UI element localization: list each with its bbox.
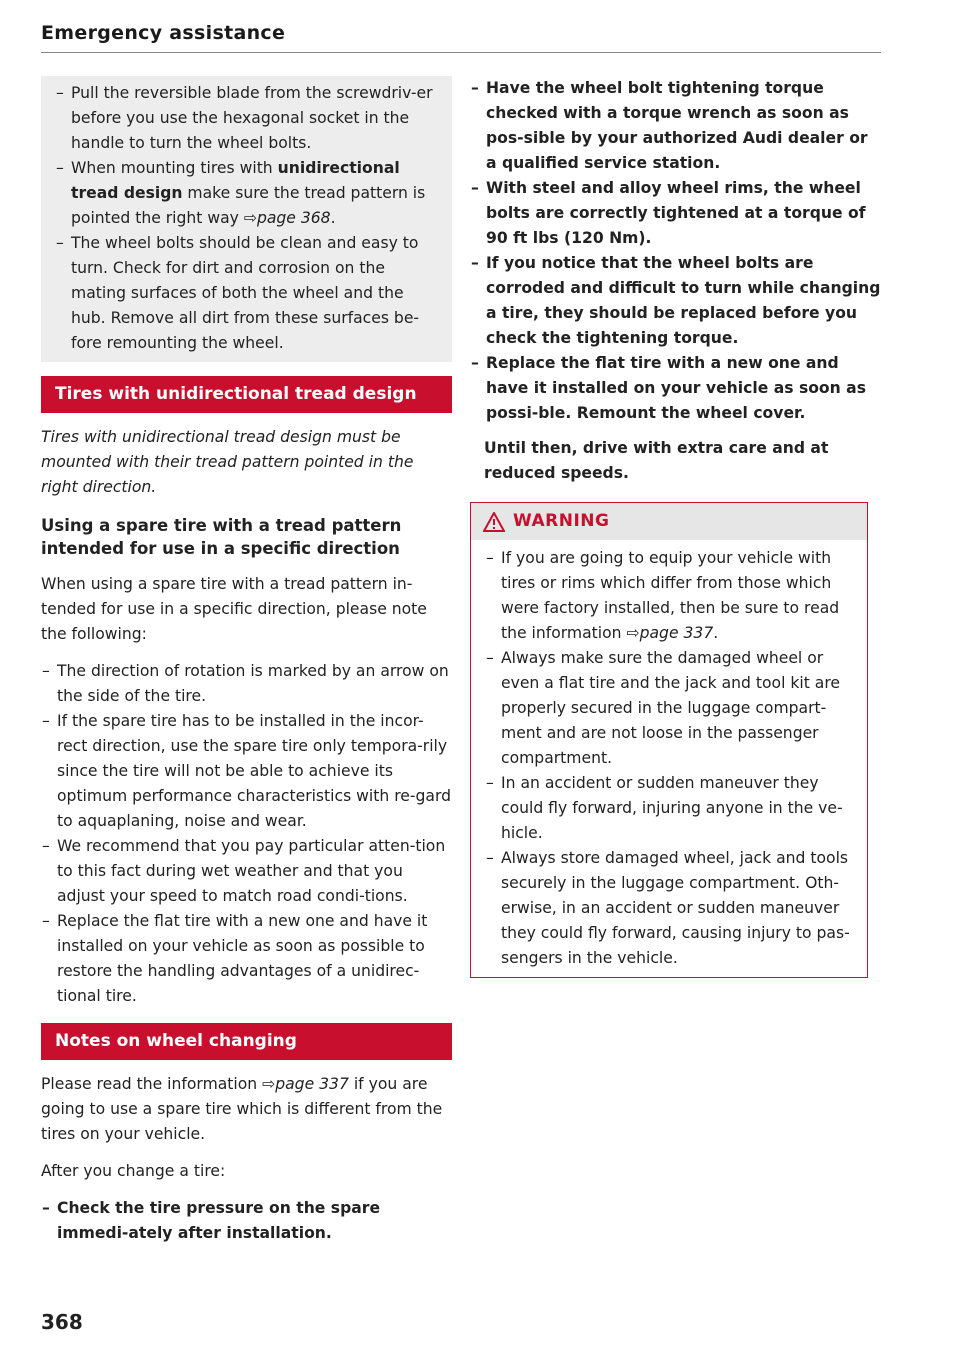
list-item: – If the spare tire has to be installed in the incor-rect direction, use the spare tire only tempora-rily since the tire will not be able to achieve its optimum performance characteristics with re-gard to aquaplaning, noise and wear.: [41, 709, 452, 834]
page-ref-link[interactable]: page 368: [256, 209, 331, 227]
page-ref-link[interactable]: page 337: [275, 1075, 349, 1093]
subheading: Using a spare tire with a tread pattern intended for use in a specific direction: [41, 516, 402, 558]
page-header: [41, 22, 881, 44]
page-ref-arrow-icon: ⇨: [262, 1075, 276, 1093]
check-pressure-list: [41, 1196, 452, 1246]
list-item: – Have the wheel bolt tightening torque checked with a torque wrench as soon as pos-sible by your authorized Audi dealer or a qualified service station.: [470, 76, 881, 176]
warning-box: [470, 502, 868, 978]
page-ref-arrow-icon: ⇨: [243, 209, 257, 227]
note-item-1: – Pull the reversible blade from the screwdriv-er before you use the hexagonal socket in the handle to turn the wheel bolts.: [55, 81, 442, 156]
list-item: – We recommend that you pay particular atten-tion to this fact during wet weather and that you adjust your speed to match road condi-tions.: [41, 834, 452, 909]
warning-item: – Always store damaged wheel, jack and tools securely in the luggage compartment. Oth-erwise, in an accident or sudden maneuver they could fly forward, causing injury to pas-sengers in the vehicle.: [485, 846, 855, 971]
note-item-2-text-b: make sure the tread pattern is pointed the right way: [71, 184, 426, 227]
section-title-unidirectional: Tires with unidirectional tread design: [41, 376, 452, 413]
note-item-2: [55, 156, 442, 231]
reduced-speed-note: Until then, drive with extra care and at reduced speeds.: [484, 439, 829, 482]
warning-list: [485, 546, 855, 971]
para-text-a: Please read the information: [41, 1075, 263, 1093]
list-item: – Check the tire pressure on the spare immedi-ately after installation.: [41, 1196, 452, 1246]
warning-triangle-icon: [483, 512, 505, 532]
page-number: 368: [41, 1310, 83, 1334]
warning-body: [471, 540, 867, 977]
list-item: – The direction of rotation is marked by an arrow on the side of the tire.: [41, 659, 452, 709]
paragraph-after-change: After you change a tire:: [41, 1162, 226, 1180]
list-item: – Replace the flat tire with a new one and have it installed on your vehicle as soon as possi-ble. Remount the wheel cover.: [470, 351, 881, 426]
warning-title: WARNING: [513, 511, 610, 531]
note-item-3: – The wheel bolts should be clean and easy to turn. Check for dirt and corrosion on the mating surfaces of both the wheel and the hub. Remove all dirt from these surfaces be-fore remounting the wheel.: [55, 231, 442, 356]
right-column: [470, 76, 881, 978]
list-item: – If you notice that the wheel bolts are corroded and difficult to turn while changing a tire, they should be replaced before you check the tightening torque.: [470, 251, 881, 351]
warning-item: [485, 546, 855, 646]
note-item-2-bold: unidirectional tread design: [71, 159, 400, 202]
note-box: [41, 76, 452, 362]
note-item-2-text-a: When mounting tires with: [71, 159, 278, 177]
section-intro: Tires with unidirectional tread design must be mounted with their tread pattern pointed in the right direction.: [41, 428, 414, 496]
list-item: – With steel and alloy wheel rims, the wheel bolts are correctly tightened at a torque of 90 ft lbs (120 Nm).: [470, 176, 881, 251]
paragraph-spare-tire: When using a spare tire with a tread pattern in-tended for use in a specific direction, please note the following:: [41, 575, 427, 643]
warning-item-end: .: [713, 624, 719, 642]
left-column: [41, 76, 452, 1246]
section-title-wheel-changing: Notes on wheel changing: [41, 1023, 452, 1060]
torque-list: [470, 76, 881, 426]
note-item-2-end: .: [330, 209, 336, 227]
warning-item-text: If you are going to equip your vehicle with tires or rims which differ from those which were factory installed, then be sure to read the information: [501, 549, 840, 642]
note-list: [55, 81, 442, 356]
list-item: – Replace the flat tire with a new one and have it installed on your vehicle as soon as possible to restore the handling advantages of a unidirec-tional tire.: [41, 909, 452, 1009]
para-text-b: if you are going to use a spare tire which is different from the tires on your vehicle.: [41, 1075, 443, 1143]
header-divider: [41, 52, 881, 53]
warning-item: – In an accident or sudden maneuver they could fly forward, injuring anyone in the ve-hicle.: [485, 771, 855, 846]
warning-header: [471, 503, 867, 540]
page-header-title: Emergency assistance: [41, 22, 286, 44]
page-ref-link[interactable]: page 337: [639, 624, 714, 642]
paragraph-read-info: [41, 1072, 452, 1147]
warning-item: – Always make sure the damaged wheel or even a flat tire and the jack and tool kit are properly secured in the luggage compart-ment and are not loose in the passenger compartment.: [485, 646, 855, 771]
page-ref-arrow-icon: ⇨: [626, 624, 640, 642]
spare-tire-list: [41, 659, 452, 1009]
